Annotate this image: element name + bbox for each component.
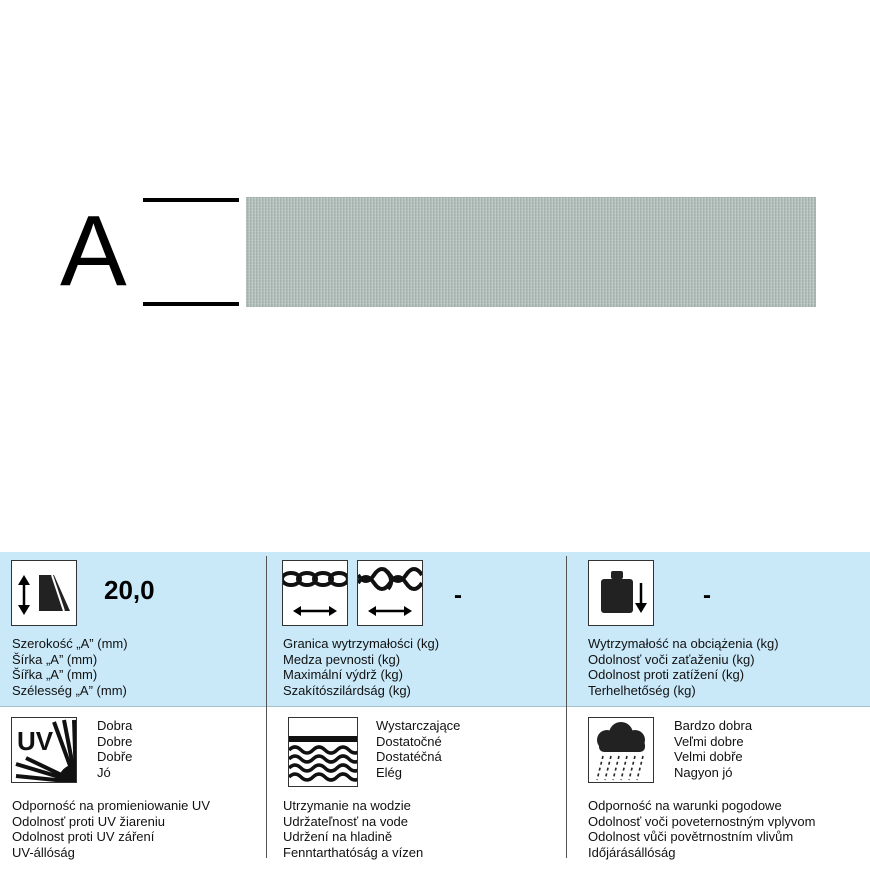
weather-rating-hu: Nagyon jó <box>674 764 733 780</box>
weather-rating-sk: Veľmi dobre <box>674 733 744 749</box>
load-labels <box>588 636 779 698</box>
load-label-hu: Terhelhetőség (kg) <box>588 682 696 698</box>
uv-rating <box>97 718 132 780</box>
water-label-cz: Udržení na hladině <box>283 829 393 844</box>
uv-label-cz: Odolnost proti UV záření <box>12 829 155 844</box>
webbing-tape-image <box>246 197 816 307</box>
width-labels <box>12 636 128 698</box>
water-rating-sk: Dostatočné <box>376 733 442 749</box>
weather-labels <box>588 798 815 860</box>
rain-cloud-icon <box>588 717 654 783</box>
water-label-hu: Fenntarthatóság a vízen <box>283 844 424 860</box>
water-label-sk: Udržateľnosť na vode <box>283 813 409 829</box>
dimension-line-bottom <box>143 302 239 306</box>
water-rating-cz: Dostatéčná <box>376 749 442 764</box>
water-rating <box>376 718 460 780</box>
width-value: 20,0 <box>104 575 155 605</box>
water-label-pl: Utrzymanie na wodzie <box>283 798 411 813</box>
strength-value: - <box>454 582 462 609</box>
uv-rating-pl: Dobra <box>97 718 133 733</box>
strength-label-cz: Maximální výdrž (kg) <box>283 667 403 682</box>
load-label-pl: Wytrzymałość na obciążenia (kg) <box>588 636 779 651</box>
column-divider-2 <box>566 556 567 858</box>
water-labels <box>283 798 423 860</box>
width-label-sk: Šírka „A” (mm) <box>12 651 98 667</box>
strength-label-pl: Granica wytrzymałości (kg) <box>283 636 440 651</box>
strength-label-sk: Medza pevnosti (kg) <box>283 651 401 667</box>
weather-label-hu: Időjárásállóság <box>588 844 676 860</box>
load-label-cz: Odolnost proti zatížení (kg) <box>588 667 745 682</box>
width-label-pl: Szerokość „A” (mm) <box>12 636 128 651</box>
uv-labels <box>12 798 210 860</box>
weather-rating <box>674 718 752 780</box>
uv-label-sk: Odolnosť proti UV žiareniu <box>12 813 166 829</box>
weather-rating-cz: Velmi dobře <box>674 749 743 764</box>
weather-label-sk: Odolnosť voči poveternostným vplyvom <box>588 813 816 829</box>
uv-label-hu: UV-állóság <box>12 844 75 860</box>
strength-labels <box>283 636 439 698</box>
water-rating-hu: Elég <box>376 764 403 780</box>
weather-label-pl: Odporność na warunki pogodowe <box>588 798 782 813</box>
chain-stretch-icon <box>282 560 348 626</box>
uv-label-pl: Odporność na promieniowanie UV <box>12 798 210 813</box>
load-label-sk: Odolnosť voči zaťaženiu (kg) <box>588 651 755 667</box>
uv-rating-cz: Dobře <box>97 749 133 764</box>
weather-rating-pl: Bardzo dobra <box>674 718 753 733</box>
strength-label-hu: Szakítószilárdság (kg) <box>283 682 411 698</box>
width-label-cz: Šířka „A” (mm) <box>12 667 98 682</box>
water-rating-pl: Wystarczające <box>376 718 461 733</box>
rope-water-icon <box>288 717 358 787</box>
column-divider-1 <box>266 556 267 858</box>
row-divider <box>0 706 870 707</box>
rope-stretch-icon <box>357 560 423 626</box>
uv-sun-icon <box>11 717 77 783</box>
width-label-hu: Szélesség „A” (mm) <box>12 682 127 698</box>
dimension-letter: A <box>60 195 127 307</box>
uv-rating-sk: Dobre <box>97 733 133 749</box>
dimension-line-top <box>143 198 239 202</box>
weight-load-icon <box>588 560 654 626</box>
svg-text:UV: UV <box>17 726 54 756</box>
uv-rating-hu: Jó <box>97 764 111 780</box>
load-value: - <box>703 582 711 609</box>
width-arrows-icon <box>11 560 77 626</box>
weather-label-cz: Odolnost vůči povětrnostním vlivům <box>588 829 794 844</box>
